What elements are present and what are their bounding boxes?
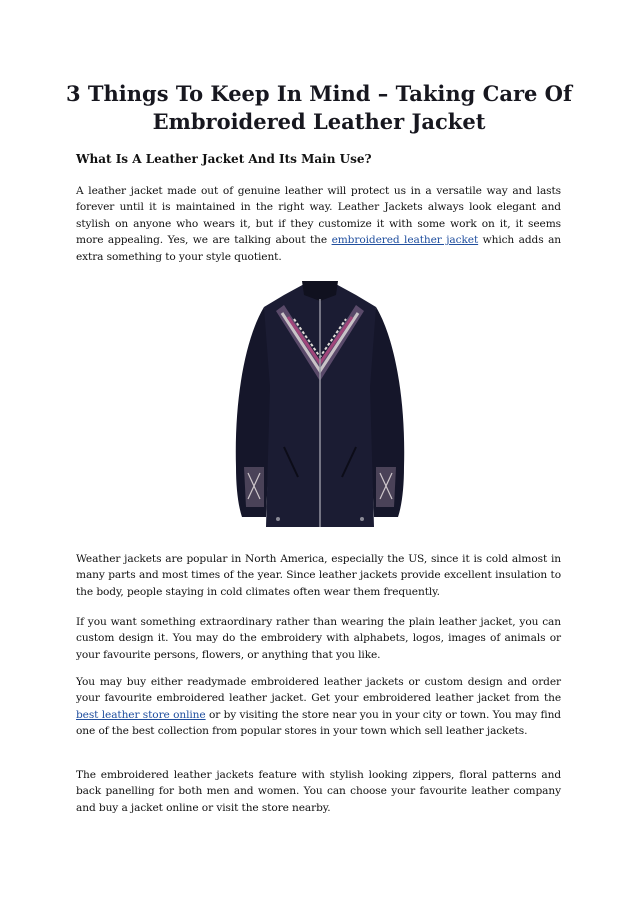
- paragraph-buy-text-a: You may buy either readymade embroidered leather jackets or custom design and order your favourite embroidered leather jacket. Get your embroidered leather jacket from the: [76, 676, 561, 705]
- paragraph-weather: Weather jackets are popular in North America, especially the US, since it is cold almost in many parts and most times of the year. Since leather jackets provide excellent insulation to the body, people staying in cold climates often wear them frequently.: [76, 553, 561, 598]
- best-leather-store-online-link[interactable]: best leather store online: [76, 708, 206, 721]
- paragraph-features: The embroidered leather jackets feature with stylish looking zippers, floral patterns and back panelling for both men and women. You can choose your favourite leather company and buy a jacket online or visit the store nearby.: [76, 769, 561, 814]
- paragraph-buy: [76, 674, 561, 740]
- jacket-image: [224, 277, 416, 533]
- section-heading: What Is A Leather Jacket And Its Main Use?: [76, 152, 372, 166]
- embroidered-leather-jacket-link[interactable]: embroidered leather jacket: [331, 234, 479, 247]
- paragraph-intro-text-a: A leather jacket made out of genuine leather will protect us in a versatile way and lasts forever until it is maintained in the right way. Leather Jackets always look elegant and stylish on anyone who wears it, but if they customize it with some work on it, it seems more appealing. Yes, we are talking about the: [76, 185, 561, 247]
- paragraph-intro-text-b: which adds an extra something to your style quotient.: [76, 234, 562, 263]
- document-title: 3 Things To Keep In Mind – Taking Care Of Embroidered Leather Jacket: [65, 81, 573, 134]
- paragraph-buy-text-b: or by visiting the store near you in your city or town. You may find one of the best collection from popular stores in your town which sell leather jackets.: [76, 708, 561, 738]
- paragraph-intro: [76, 183, 561, 265]
- paragraph-custom-design: If you want something extraordinary rather than wearing the plain leather jacket, you can custom design it. You may do the embroidery with alphabets, logos, images of animals or your favourite persons, flowers, or anything that you like.: [76, 616, 561, 661]
